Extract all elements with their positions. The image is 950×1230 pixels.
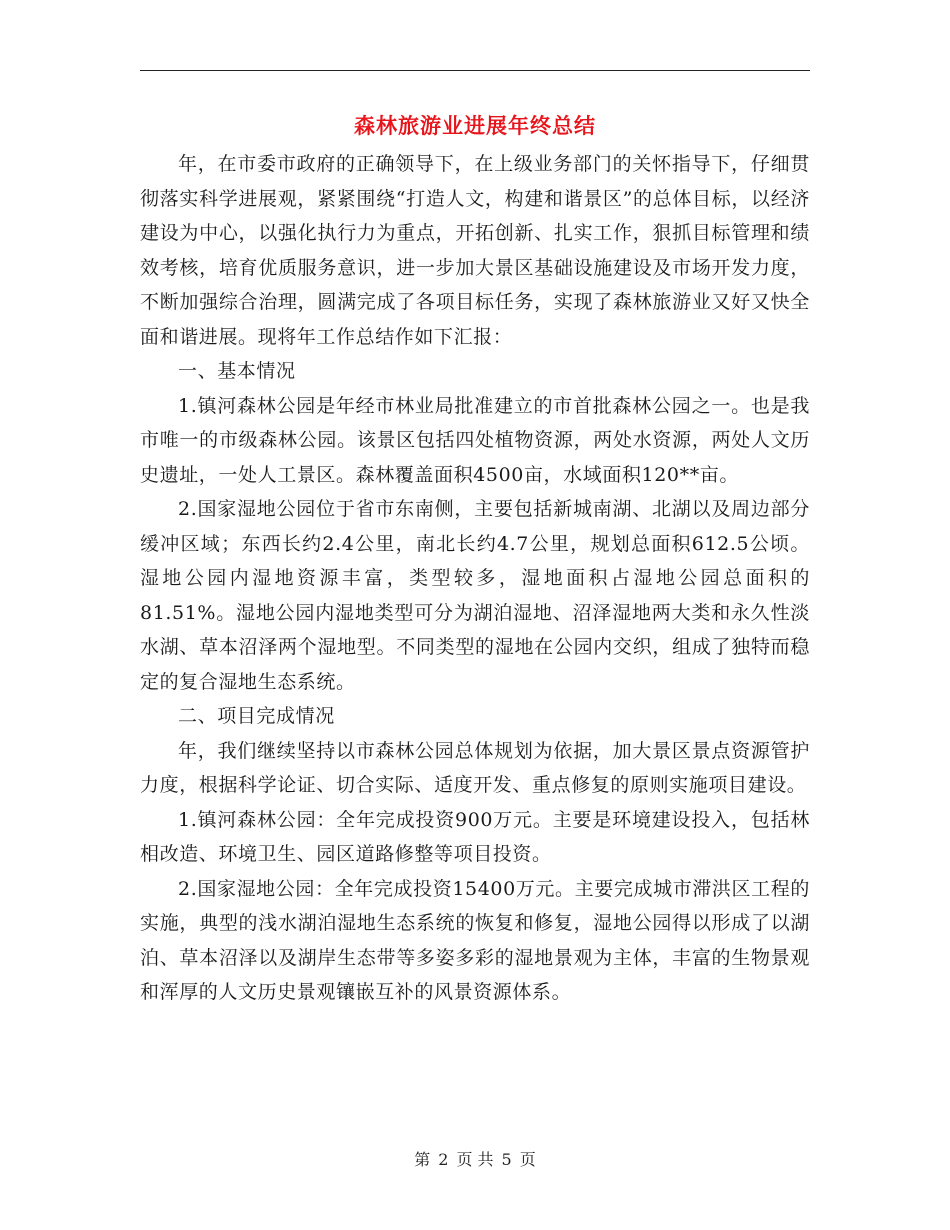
page-prefix: 第 [414, 1150, 431, 1169]
header-rule [140, 70, 810, 71]
document-body [140, 147, 810, 1010]
document-title: 森林旅游业进展年终总结 [354, 113, 596, 138]
paragraph-wetland-park: 2.国家湿地公园位于省市东南侧，主要包括新城南湖、北湖以及周边部分缓冲区域；东西长约2.4公里，南北长约4.7公里，规划总面积612.5公顷。湿地公园内湿地资源丰富，类型较多，湿地面积占湿地公园总面积的81.51%。湿地公园内湿地类型可分为湖泊湿地、沼泽湿地两大类和永久性淡水湖、草本沼泽两个湿地型。不同类型的湿地在公园内交织，组成了独特而稳定的复合湿地生态系统。 [140, 498, 810, 693]
page-mid-text: 页 共 [456, 1150, 494, 1169]
paragraph-project-overview: 年，我们继续坚持以市森林公园总体规划为依据，加大景区景点资源管护力度，根据科学论证、切合实际、适度开发、重点修复的原则实施项目建设。 [140, 739, 810, 796]
section-heading-basic-info: 一、基本情况 [178, 360, 296, 382]
page-footer [140, 1148, 810, 1172]
total-pages-number: 5 [501, 1150, 512, 1169]
section-heading-project-completion: 二、项目完成情况 [178, 705, 335, 727]
paragraph-forest-park-investment: 1.镇河森林公园：全年完成投资900万元。主要是环境建设投入，包括林相改造、环境卫生、园区道路修整等项目投资。 [140, 808, 810, 865]
paragraph-forest-park: 1.镇河森林公园是年经市林业局批准建立的市首批森林公园之一。也是我市唯一的市级森林公园。该景区包括四处植物资源，两处水资源，两处人文历史遗址，一处人工景区。森林覆盖面积4500亩，水域面积120**亩。 [140, 394, 810, 486]
intro-paragraph: 年，在市委市政府的正确领导下，在上级业务部门的关怀指导下，仔细贯彻落实科学进展观，紧紧围绕“打造人文，构建和谐景区”的总体目标，以经济建设为中心，以强化执行力为重点，开拓创新、扎实工作，狠抓目标管理和绩效考核，培育优质服务意识，进一步加大景区基础设施建设及市场开发力度，不断加强综合治理，圆满完成了各项目标任务，实现了森林旅游业又好又快全面和谐进展。现将年工作总结作如下汇报： [140, 153, 810, 348]
page-suffix: 页 [519, 1150, 536, 1169]
current-page-number: 2 [438, 1150, 449, 1169]
paragraph-wetland-park-investment: 2.国家湿地公园：全年完成投资15400万元。主要完成城市滞洪区工程的实施，典型的浅水湖泊湿地生态系统的恢复和修复，湿地公园得以形成了以湖泊、草本沼泽以及湖岸生态带等多姿多彩的湿地景观为主体，丰富的生物景观和浑厚的人文历史景观镶嵌互补的风景资源体系。 [140, 877, 810, 1003]
